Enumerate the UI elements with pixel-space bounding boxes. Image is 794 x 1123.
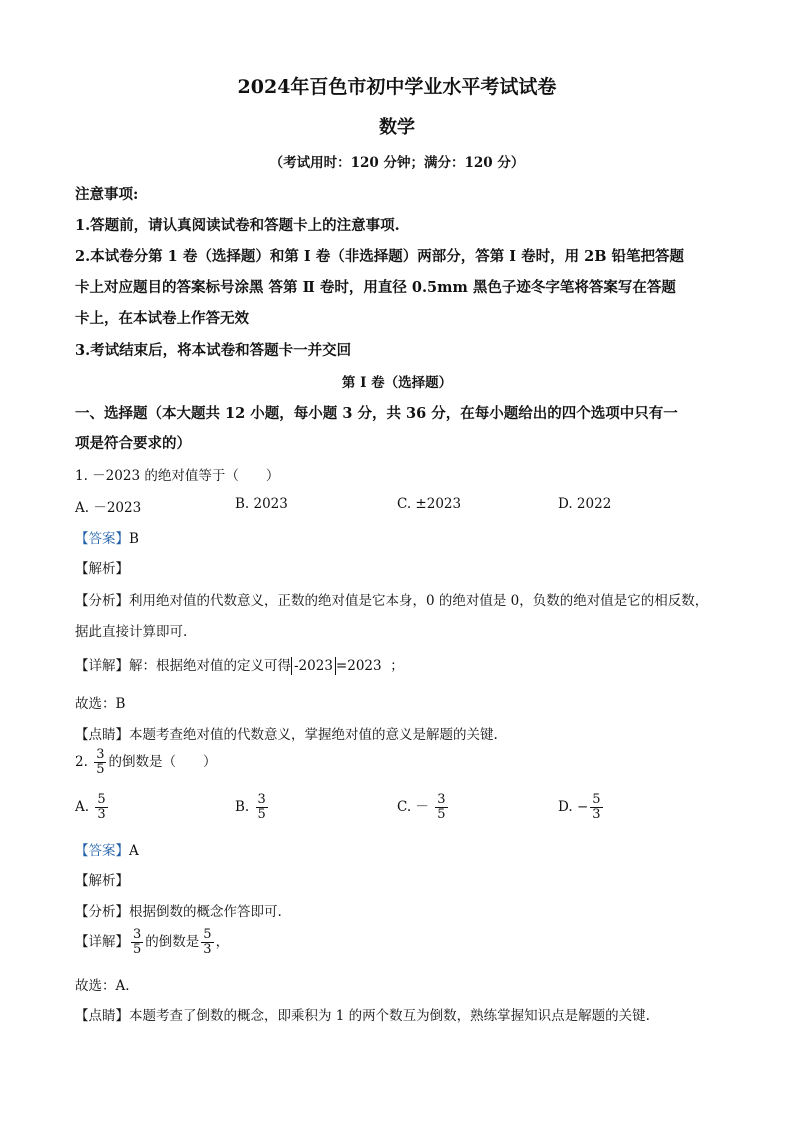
q2-stem-fraction <box>94 748 106 777</box>
note-item-2-line-2: 卡上对应题目的答案标号涂黑 答第 Ⅱ 卷时，用直径 0.5mm 黑色子迹冬字笔将答案写在答题 <box>75 279 676 296</box>
q1-analysis-line-1 <box>75 589 708 609</box>
denominator: 5 <box>96 762 105 777</box>
option-label: C. － <box>397 799 429 815</box>
q2-detail-line <box>75 928 229 957</box>
note-item-3: 3.考试结束后，将本试卷和答题卡一并交回 <box>75 342 352 359</box>
denominator: 5 <box>257 807 266 822</box>
denominator: 5 <box>437 807 446 822</box>
q1-analysis-tag: 【解析】 <box>75 561 129 577</box>
page-title: 2024年百色市初中学业水平考试试卷 <box>237 76 557 98</box>
notes-heading: 注意事项: <box>75 186 139 203</box>
option-fraction <box>95 793 107 822</box>
q1-analysis-line-2: 据此直接计算即可. <box>75 624 188 640</box>
q1-option-d: D. 2022 <box>558 496 612 512</box>
detail-label: 【详解】 <box>75 934 129 950</box>
q2-option-b <box>235 793 270 822</box>
q2-analysis-tag: 【解析】 <box>75 873 129 889</box>
q2-comment <box>75 1004 650 1024</box>
comment-text: 本题考查绝对值的代数意义，掌握绝对值的意义是解题的关键. <box>129 727 498 743</box>
option-fraction <box>435 793 447 822</box>
q1-stem: 1. －2023 的绝对值等于（ ） <box>75 468 280 484</box>
q1-option-a: A. －2023 <box>75 500 142 516</box>
subject-title: 数学 <box>379 117 415 138</box>
comment-label: 【点睛】 <box>75 727 129 743</box>
analysis-label: 【分析】 <box>75 593 129 609</box>
denominator: 3 <box>203 942 212 957</box>
detail-fraction-2 <box>201 928 213 957</box>
note-item-1: 1.答题前，请认真阅读试卷和答题卡上的注意事项. <box>75 217 400 234</box>
detail-result: =2023 <box>335 658 382 674</box>
numerator: 5 <box>203 927 212 942</box>
numerator: 5 <box>97 792 106 807</box>
q2-stem <box>75 748 216 777</box>
detail-label: 【详解】 <box>75 658 129 674</box>
analysis-text: 利用绝对值的代数意义，正数的绝对值是它本身，0 的绝对值是 0，负数的绝对值是它的相反数， <box>129 593 709 609</box>
comment-text: 本题考查了倒数的概念，即乘积为 1 的两个数互为倒数，熟练掌握知识点是解题的关键. <box>129 1008 650 1024</box>
note-item-2-line-1: 2.本试卷分第 1 卷（选择题）和第 Ⅰ 卷（非选择题）两部分，答第 Ⅰ 卷时，用 2B 铅笔把答题 <box>75 248 685 265</box>
q2-option-d <box>558 793 605 822</box>
option-fraction <box>590 793 602 822</box>
answer-tag: 【答案】 <box>75 531 129 547</box>
q1-choose: 故选：B <box>75 696 126 712</box>
volume-title: 第 Ⅰ 卷（选择题） <box>341 375 453 391</box>
q2-stem-text: 的倒数是（ ） <box>108 754 217 770</box>
q2-option-a <box>75 793 110 822</box>
exam-info: （考试用时：120 分钟；满分：120 分） <box>269 155 525 171</box>
q1-option-b: B. 2023 <box>235 496 288 512</box>
section-heading-line-1: 一、选择题（本大题共 12 小题，每小题 3 分，共 36 分，在每小题给出的四个选项中只有一 <box>75 405 678 422</box>
note-item-2-line-3: 卡上，在本试卷上作答无效 <box>75 310 249 327</box>
option-fraction <box>256 793 268 822</box>
detail-text: 解：根据绝对值的定义可得 <box>129 658 291 674</box>
analysis-label: 【分析】 <box>75 904 129 920</box>
minus-sign: − <box>576 799 589 815</box>
option-label: D. <box>558 799 573 815</box>
comment-label: 【点睛】 <box>75 1008 129 1024</box>
q2-answer-line <box>75 839 139 859</box>
detail-end: ， <box>215 934 230 950</box>
answer-tag: 【答案】 <box>75 843 129 859</box>
analysis-text: 根据倒数的概念作答即可. <box>129 904 282 920</box>
q1-comment <box>75 723 498 743</box>
answer-value: B <box>129 531 139 547</box>
q2-number: 2. <box>75 754 88 770</box>
section-heading-line-2: 项是符合要求的） <box>75 435 191 452</box>
denominator: 5 <box>133 942 142 957</box>
option-label: B. <box>235 799 250 815</box>
option-label: A. <box>75 799 90 815</box>
absolute-value-expression: -2023 <box>291 657 336 675</box>
detail-fraction-1 <box>131 928 143 957</box>
q2-choose: 故选：A. <box>75 978 130 994</box>
answer-value: A <box>129 843 139 859</box>
denominator: 3 <box>592 807 601 822</box>
q2-option-c <box>397 793 450 822</box>
q2-analysis-line <box>75 900 282 920</box>
numerator: 3 <box>96 747 105 762</box>
detail-mid: 的倒数是 <box>145 934 200 950</box>
numerator: 3 <box>257 792 266 807</box>
q1-detail-line <box>75 654 404 675</box>
detail-end: ； <box>390 658 404 674</box>
numerator: 3 <box>437 792 446 807</box>
q1-answer-line <box>75 527 139 547</box>
q1-option-c: C. ±2023 <box>397 496 462 512</box>
denominator: 3 <box>97 807 106 822</box>
numerator: 5 <box>592 792 601 807</box>
numerator: 3 <box>133 927 142 942</box>
